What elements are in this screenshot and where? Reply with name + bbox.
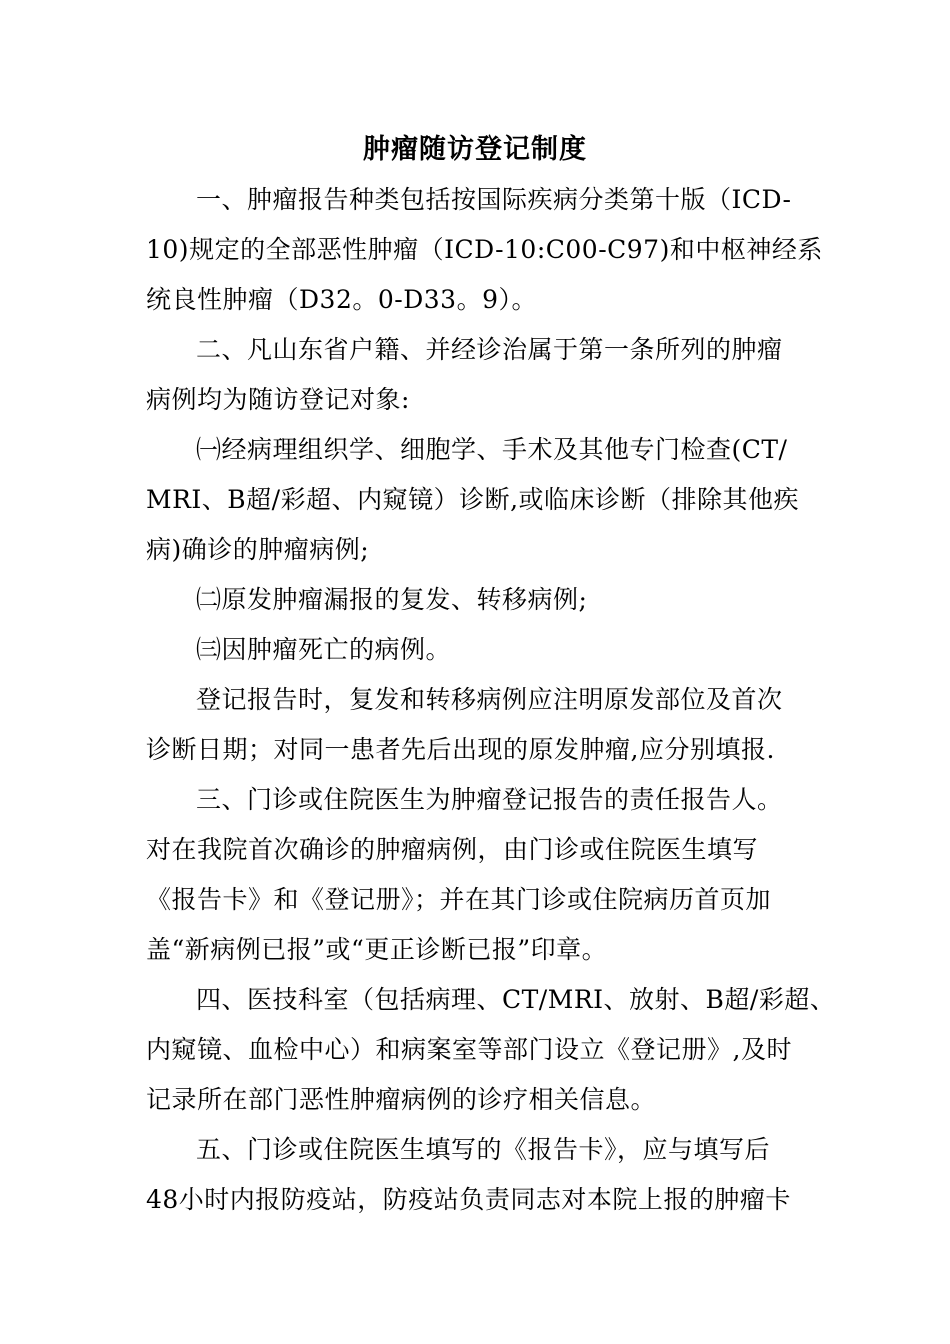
paragraph-line: ㈡原发肿瘤漏报的复发、转移病例; (196, 585, 588, 614)
paragraph-line: ㈠经病理组织学、细胞学、手术及其他专门检查(CT/ (196, 435, 788, 464)
paragraph-line: 《报告卡》和《登记册》；并在其门诊或住院病历首页加 (146, 885, 772, 914)
paragraph-line: 二、凡山东省户籍、并经诊治属于第一条所列的肿瘤 (196, 335, 783, 364)
paragraph-line: 五、门诊或住院医生填写的《报告卡》，应与填写后 (196, 1135, 771, 1164)
paragraph-line: 三、门诊或住院医生为肿瘤登记报告的责任报告人。 (196, 785, 783, 814)
paragraph-line: 登记报告时，复发和转移病例应注明原发部位及首次 (196, 685, 783, 714)
paragraph-line: 病例均为随访登记对象: (146, 385, 410, 414)
paragraph-line: 10)规定的全部恶性肿瘤（ICD-10:C00-C97)和中枢神经系 (146, 235, 823, 264)
paragraph-line: 盖“新病例已报”或“更正诊断已报”印章。 (146, 935, 608, 964)
paragraph-line: MRI、B超/彩超、内窥镜）诊断,或临床诊断（排除其他疾 (146, 485, 800, 514)
paragraph-line: 病)确诊的肿瘤病例; (146, 535, 370, 564)
paragraph-line: 四、医技科室（包括病理、CT/MRI、放射、B超/彩超、 (196, 985, 836, 1014)
paragraph-line: 一、肿瘤报告种类包括按国际疾病分类第十版（ICD- (196, 185, 792, 214)
paragraph-line: 统良性肿瘤（D32。0-D33。9）。 (146, 285, 537, 314)
paragraph-line: 对在我院首次确诊的肿瘤病例，由门诊或住院医生填写 (146, 835, 759, 864)
paragraph-line: ㈢因肿瘤死亡的病例。 (196, 635, 452, 664)
paragraph-line: 记录所在部门恶性肿瘤病例的诊疗相关信息。 (146, 1085, 657, 1114)
paragraph-line: 诊断日期；对同一患者先后出现的原发肿瘤,应分别填报. (146, 735, 775, 764)
document-title: 肿瘤随访登记制度 (363, 134, 587, 165)
paragraph-line: 内窥镜、血检中心）和病案室等部门设立《登记册》,及时 (146, 1035, 792, 1064)
paragraph-line: 48小时内报防疫站，防疫站负责同志对本院上报的肿瘤卡 (146, 1185, 791, 1214)
